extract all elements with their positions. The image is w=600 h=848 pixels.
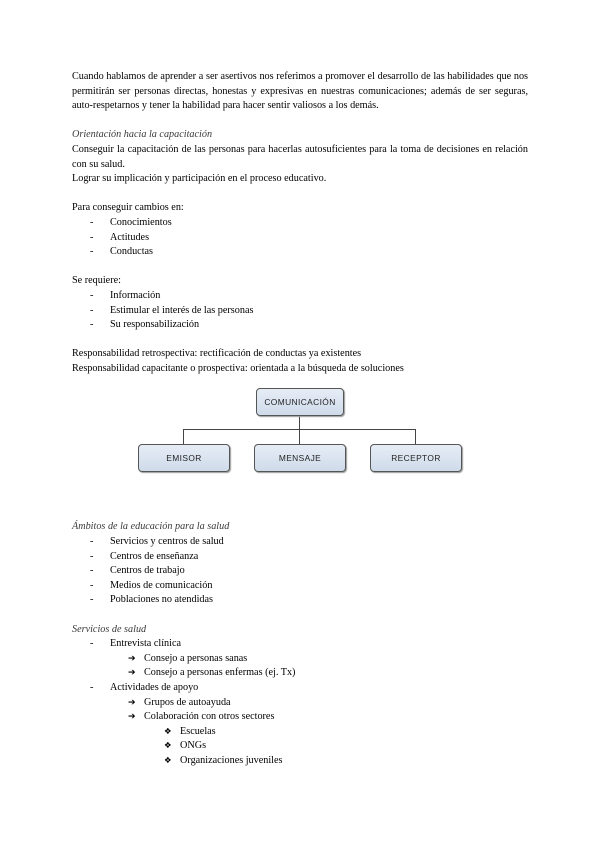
dash-marker: - xyxy=(90,246,94,258)
connector-vertical-top xyxy=(299,414,300,429)
dash-marker: - xyxy=(90,536,94,548)
emisor-box: EMISOR xyxy=(138,444,230,472)
dash-marker: - xyxy=(90,231,94,243)
requiere-label: Se requiere: xyxy=(72,275,121,287)
list-item-text: Consejo a personas enfermas (ej. Tx) xyxy=(144,667,296,679)
arrow-icon: ➔ xyxy=(128,668,136,679)
arrow-icon: ➔ xyxy=(128,697,136,708)
dash-marker: - xyxy=(90,579,94,591)
list-item xyxy=(72,216,528,231)
list-item xyxy=(72,289,528,304)
list-item-text: Entrevista clínica xyxy=(110,638,181,650)
list-item xyxy=(72,231,528,246)
responsabilidad-retrospectiva: Responsabilidad retrospectiva: rectificación de conductas ya existentes xyxy=(72,348,362,360)
orientacion-heading: Orientación hacia la capacitación xyxy=(72,129,213,141)
list-item xyxy=(72,710,528,725)
list-item xyxy=(72,318,528,333)
diamond-icon: ❖ xyxy=(164,741,172,752)
diamond-icon: ❖ xyxy=(164,755,172,766)
connector-middle xyxy=(299,429,300,444)
list-item xyxy=(72,739,528,754)
list-item xyxy=(72,593,528,608)
arrow-icon: ➔ xyxy=(128,712,136,723)
intro-paragraph: Cuando hablamos de aprender a ser asertivos nos referimos a promover el desarrollo de las habilidades que nos permitirán ser personas directas, honestas y expresivas en nuestras comunicaciones; además de ser seguras, auto-respetarnos y tener la habilidad para hacer sentir valiosos a los demás. xyxy=(72,71,528,112)
orientacion-line-1: Conseguir la capacitación de las personas para hacerlas autosuficientes para la toma de decisiones en relación con su salud. xyxy=(72,143,528,170)
entrevista-sublist xyxy=(72,652,528,681)
connector-right xyxy=(415,429,416,444)
dash-marker: - xyxy=(90,304,94,316)
receptor-box: RECEPTOR xyxy=(370,444,462,472)
dash-marker: - xyxy=(90,682,94,693)
list-item-text: Centros de enseñanza xyxy=(110,550,199,562)
actividades-sublist xyxy=(72,696,528,725)
list-item-text: Información xyxy=(110,289,161,301)
orientacion-line-2: Lograr su implicación y participación en el proceso educativo. xyxy=(72,173,327,185)
cambios-label: Para conseguir cambios en: xyxy=(72,202,184,214)
list-item xyxy=(72,245,528,260)
list-item-text: Organizaciones juveniles xyxy=(180,754,283,766)
servicios-list xyxy=(72,637,528,652)
list-item-text: Centros de trabajo xyxy=(110,565,185,577)
dash-marker: - xyxy=(90,565,94,577)
list-item xyxy=(72,652,528,667)
list-item xyxy=(72,579,528,594)
comunicacion-box: COMUNICACIÓN xyxy=(256,388,344,416)
list-item-text: Grupos de autoayuda xyxy=(144,696,231,708)
arrow-icon: ➔ xyxy=(128,653,136,664)
comunicacion-diagram xyxy=(72,388,528,492)
servicios-heading: Servicios de salud xyxy=(72,623,147,635)
list-item-text: Servicios y centros de salud xyxy=(110,536,224,548)
ambitos-heading: Ámbitos de la educación para la salud xyxy=(72,521,230,533)
connector-left xyxy=(183,429,184,444)
list-item xyxy=(72,637,528,652)
list-item-text: Actividades de apoyo xyxy=(110,682,199,693)
dash-marker: - xyxy=(90,594,94,606)
list-item-text: Actitudes xyxy=(110,231,150,243)
list-item-text: Estimular el interés de las personas xyxy=(110,304,254,316)
list-item-text: Escuelas xyxy=(180,725,216,737)
list-item-text: Poblaciones no atendidas xyxy=(110,594,213,606)
list-item xyxy=(72,666,528,681)
list-item xyxy=(72,725,528,740)
list-item xyxy=(72,535,528,550)
list-item-text: Colaboración con otros sectores xyxy=(144,711,275,723)
actividades-list xyxy=(72,681,528,696)
list-item-text: Su responsabilización xyxy=(110,319,200,331)
list-item xyxy=(72,304,528,319)
list-item xyxy=(72,754,528,769)
list-item xyxy=(72,696,528,711)
mensaje-box: MENSAJE xyxy=(254,444,346,472)
list-item-text: Consejo a personas sanas xyxy=(144,652,248,664)
ambitos-list xyxy=(72,535,528,608)
colaboracion-sublist xyxy=(72,725,528,769)
list-item-text: Conocimientos xyxy=(110,216,172,228)
dash-marker: - xyxy=(90,216,94,228)
list-item xyxy=(72,550,528,565)
diamond-icon: ❖ xyxy=(164,726,172,737)
dash-marker: - xyxy=(90,550,94,562)
dash-marker: - xyxy=(90,319,94,331)
list-item-text: Medios de comunicación xyxy=(110,579,213,591)
list-item-text: Conductas xyxy=(110,246,154,258)
responsabilidad-prospectiva: Responsabilidad capacitante o prospectiva: orientada a la búsqueda de soluciones xyxy=(72,362,404,374)
cambios-list xyxy=(72,216,528,260)
dash-marker: - xyxy=(90,638,94,650)
list-item-text: ONGs xyxy=(180,740,207,752)
list-item xyxy=(72,564,528,579)
requiere-list xyxy=(72,289,528,333)
document-page xyxy=(72,70,528,769)
dash-marker: - xyxy=(90,289,94,301)
list-item xyxy=(72,681,528,696)
